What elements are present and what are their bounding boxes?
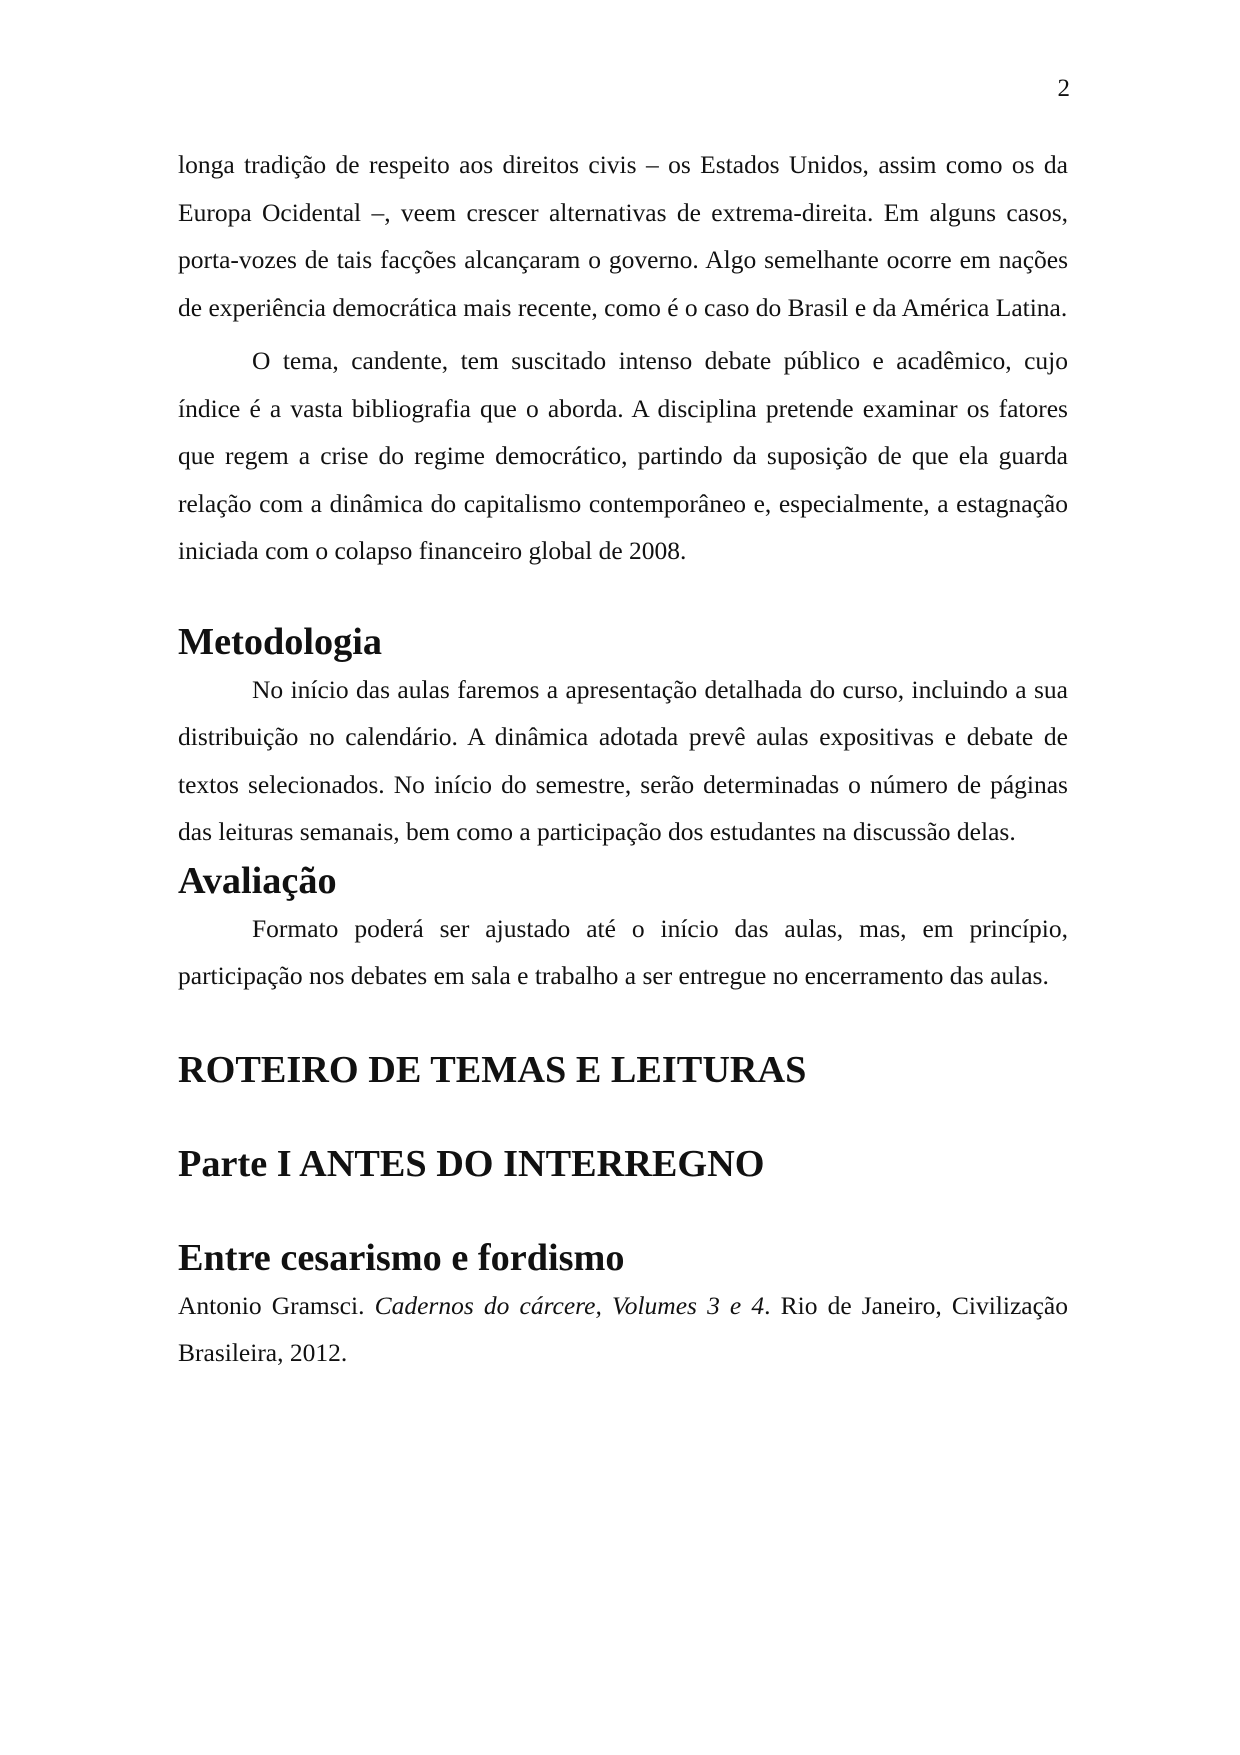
spacer [178,1188,1068,1235]
parte-1-heading: Parte I ANTES DO INTERREGNO [178,1142,765,1185]
spacer [178,1000,1068,1047]
spacer [178,575,1068,619]
intro-paragraph-2: O tema, candente, tem suscitado intenso debate público e acadêmico, cujo índice é a vasta bibliografia que o aborda. A disciplina pretende examinar os fatores que regem a crise do regime democrático, partindo da suposição de que ela guarda relação com a dinâmica do capitalismo contemporâneo e, especialmente, a estagnação iniciada com o colapso financeiro global de 2008. [178,346,1068,565]
reference-publication: . Rio de Janeiro, Civilização Brasileira, 2012. [178,1290,1069,1367]
reference-author: Antonio Gramsci. [178,1290,365,1320]
roteiro-heading: ROTEIRO DE TEMAS E LEITURAS [178,1048,807,1091]
reference-title: Cadernos do cárcere, Volumes 3 e 4 [374,1290,765,1320]
avaliacao-heading: Avaliação [178,859,337,902]
intro-paragraph-1: longa tradição de respeito aos direitos civis – os Estados Unidos, assim como os da Europa Ocidental –, veem crescer alternativas de extrema-direita. Em alguns casos, porta-vozes de tais facções alcançaram o governo. Algo semelhante ocorre em nações de experiência democrática mais recente, como é o caso do Brasil e da América Latina. [178,150,1068,322]
metodologia-heading: Metodologia [178,620,382,663]
page-content [178,141,1068,1376]
metodologia-paragraph: No início das aulas faremos a apresentação detalhada do curso, incluindo a sua distribuição no calendário. A dinâmica adotada prevê aulas expositivas e debate de textos selecionados. No início do semestre, serão determinadas o número de páginas das leituras semanais, bem como a participação dos estudantes na discussão delas. [178,674,1068,846]
page-number: 2 [1057,75,1070,102]
spacer [178,1094,1068,1141]
section-1-heading: Entre cesarismo e fordismo [178,1236,625,1279]
bibliography-entry [178,1282,1068,1376]
avaliacao-paragraph: Formato poderá ser ajustado até o início das aulas, mas, em princípio, participação nos debates em sala e trabalho a ser entregue no encerramento das aulas. [178,913,1068,990]
